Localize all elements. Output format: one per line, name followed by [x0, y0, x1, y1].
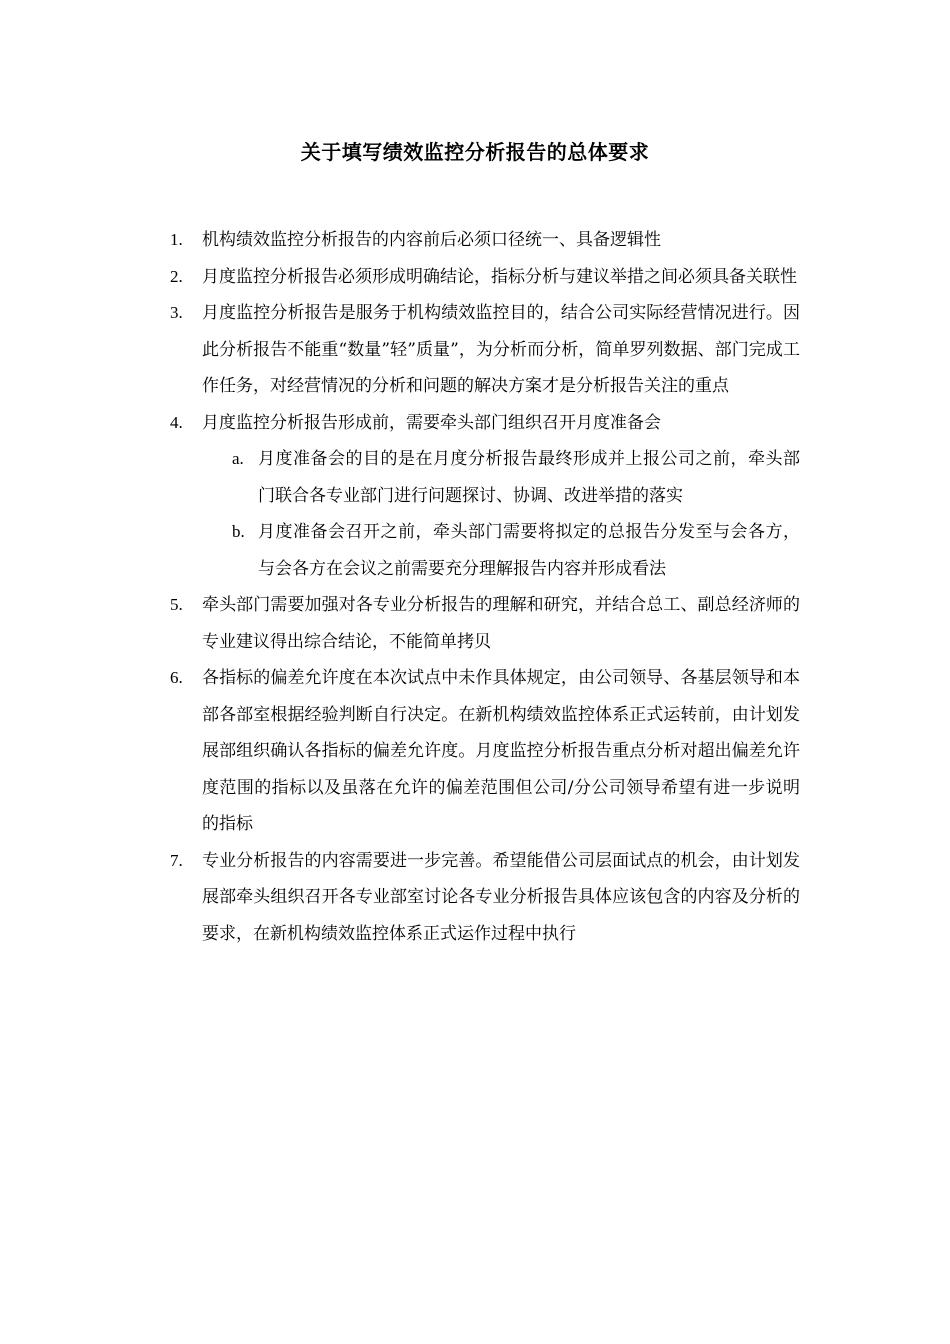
- item-number: 7.: [170, 850, 183, 870]
- item-number: 1.: [170, 230, 183, 249]
- list-item-5: [0, 587, 950, 660]
- item-number: 2.: [170, 266, 183, 286]
- list-item-1: [0, 222, 950, 259]
- item-number: 6.: [170, 668, 183, 687]
- item-text: 牵头部门需要加强对各专业分析报告的理解和研究，并结合总工、副总经济师的专业建议得出综合结论，不能简单拷贝: [202, 595, 800, 652]
- sub-item-text: 月度准备会召开之前，牵头部门需要将拟定的总报告分发至与会各方，与会各方在会议之前需要充分理解报告内容并形成看法: [258, 522, 800, 579]
- item-number: 4.: [170, 412, 183, 432]
- sub-item-b: [0, 514, 950, 587]
- item-text: 各指标的偏差允许度在本次试点中未作具体规定，由公司领导、各基层领导和本部各部室根据经验判断自行决定。在新机构绩效监控体系正式运转前，由计划发展部组织确认各指标的偏差允许度。月度监控分析报告重点分析对超出偏差允许度范围的指标以及虽落在允许的偏差范围但公司/分公司领导希望有进一步说明的指标: [202, 668, 800, 834]
- requirements-list: [0, 222, 950, 952]
- sub-item-letter: b.: [232, 522, 245, 541]
- list-item-7: [0, 843, 950, 953]
- sub-item-a: [0, 441, 950, 514]
- item-text: 月度监控分析报告必须形成明确结论，指标分析与建议举措之间必须具备关联性: [202, 266, 797, 287]
- list-item-6: [0, 660, 950, 843]
- item-text: 月度监控分析报告是服务于机构绩效监控目的，结合公司实际经营情况进行。因此分析报告不能重“数量”轻”质量”，为分析而分析，简单罗列数据、部门完成工作任务，对经营情况的分析和问题的解决方案才是分析报告关注的重点: [202, 303, 800, 396]
- document-title: 关于填写绩效监控分析报告的总体要求: [300, 140, 650, 164]
- sub-item-letter: a.: [232, 449, 244, 468]
- list-item-3: [0, 295, 950, 405]
- item-number: 3.: [170, 303, 183, 322]
- list-item-2: [0, 259, 950, 296]
- item-number: 5.: [170, 595, 183, 614]
- item-text: 机构绩效监控分析报告的内容前后必须口径统一、具备逻辑性: [202, 230, 661, 250]
- item-text: 专业分析报告的内容需要进一步完善。希望能借公司层面试点的机会，由计划发展部牵头组织召开各专业部室讨论各专业分析报告具体应该包含的内容及分析的要求，在新机构绩效监控体系正式运作过程中执行: [202, 850, 800, 944]
- list-item-4: [0, 405, 950, 442]
- item-text: 月度监控分析报告形成前，需要牵头部门组织召开月度准备会: [202, 412, 661, 433]
- sub-item-text: 月度准备会的目的是在月度分析报告最终形成并上报公司之前，牵头部门联合各专业部门进行问题探讨、协调、改进举措的落实: [258, 449, 800, 506]
